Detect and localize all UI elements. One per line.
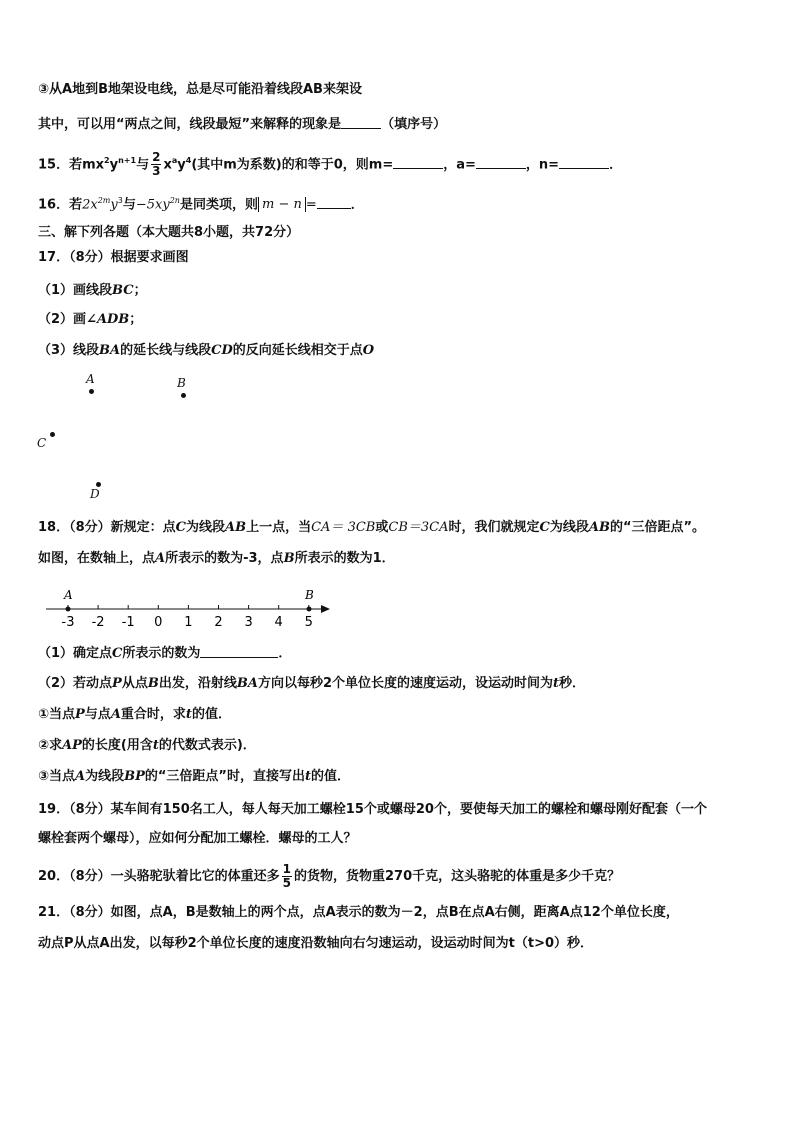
q18-l1-a: 18．（8分）新规定：点 [38,520,176,535]
q18-s1-a: （1）确定点 [38,646,113,661]
q17-s1-end: ； [133,283,147,298]
q14-item-3: ③从A地到B地架设电线，总是尽可能沿着线段AB来架设 [38,82,362,97]
q18-s1-c: C [112,646,123,661]
q15-term2: x [163,157,172,173]
q18-c2-b: 的长度(用含 [81,738,153,753]
q18-s2-d: 方向以每秒2个单位长度的速度运动，设运动时间为 [257,676,553,691]
q15-with: 与 [136,157,150,173]
q15-term1-y: y [109,157,119,173]
q17-step-2 [38,311,142,329]
q17-step-1 [38,282,147,300]
point-a-dot [89,389,94,394]
point-c-label: C [37,436,47,450]
q18-l1-ab: AB [225,520,247,535]
q20-fraction [282,863,292,890]
number-line-tick-label: -3 [61,615,75,630]
q18-c1-c: 重合时，求 [120,707,186,722]
q18-c3-t: t [304,769,311,784]
q18-c1-p: P [75,707,85,722]
q15-term1: mx [82,157,105,173]
q18-l1-e: 为线段 [549,520,589,535]
q18-s1-b: 所表示的数为 [122,646,201,661]
q18-c1-t: t [185,707,192,722]
q18-step-1 [38,644,291,663]
q16-monomial-1: 2x [82,197,98,213]
q16-m1-exp2: 3 [117,196,123,205]
question-20 [38,863,620,890]
q18-c2-a: ②求 [38,738,63,753]
axis-point-b-dot [307,607,312,612]
q15-number: 15． [38,157,70,173]
q15-term2-y: y [177,157,186,173]
q15-frac-num: 2 [152,150,161,165]
q18-line-1 [38,519,705,537]
q18-c2-ap: AP [62,738,82,753]
q18-s2-p: P [112,676,122,691]
q15-blank-m[interactable] [393,155,443,169]
q18-l2-pt-a: A [155,551,166,566]
q18-c3-a: ③当点 [38,769,76,784]
q14-answer-suffix: （填序号） [381,117,447,132]
q15-term1-exp: 2 [104,156,110,165]
q20-frac-num: 1 [282,862,291,876]
q18-c2-t: t [152,738,159,753]
q20-frac-den: 5 [282,876,291,890]
q18-s2-a: （2）若动点 [38,676,113,691]
number-line-tick-label: 5 [304,615,313,630]
q16-m1-y: y [110,197,118,213]
q18-line-2 [38,550,395,568]
q19-line-1: 19．（8分）某车间有150名工人，每人每天加工螺栓15个或螺母20个，要使每天加工的螺栓和螺母刚好配套（一个 [38,802,707,817]
q15-a-label: ，a= [443,157,476,173]
number-line-tick-label: -2 [91,615,105,630]
q18-l1-c3: C [539,520,550,535]
q15-term1-exp2: n+1 [118,156,137,165]
q18-or: 或 [375,520,389,535]
q16-with: 与 [122,197,136,213]
q14-answer-prompt: 其中，可以用“两点之间，线段最短”来解释的现象是 [38,117,342,132]
axis-point-a-dot [66,607,71,612]
q18-l1-b: 为线段 [186,520,226,535]
number-line-tick-label: 0 [154,615,163,630]
q17-s2-text: （2）画 [38,312,87,327]
q14-answer-line [38,115,446,134]
q18-l2-pt-b: B [283,551,295,566]
point-b-dot [181,393,186,398]
number-line [38,584,338,632]
q17-s3-text-b: 的延长线与线段 [120,343,212,358]
axis-point-b-label: B [305,588,314,602]
q18-case-2 [38,737,256,755]
q16-monomial-2: −5xy [135,197,170,213]
question-16 [38,190,364,216]
q18-s1-end: ． [278,646,292,661]
number-line-tick-label: -1 [121,615,135,630]
q16-abs-value: m − n [258,197,306,212]
q17-s1-text: （1）画线段 [38,283,113,298]
point-b-label: B [177,376,186,390]
q17-heading: 17．（8分）根据要求画图 [38,250,189,265]
q18-l1-c2: 上一点，当 [246,520,312,535]
number-line-tick-label: 4 [274,615,283,630]
q16-like-terms-text: 是同类项，则 [179,197,258,213]
section-3-heading: 三、解下列各题（本大题共8小题，共72分） [38,225,300,240]
q17-s2-end: ； [129,312,143,327]
q18-c3-pt-a: A [75,769,86,784]
q19-line-2: 螺栓套两个螺母），应如何分配加工螺栓．螺母的工人？ [38,831,357,846]
question-15 [38,148,622,178]
q18-c3-b: 为线段 [85,769,125,784]
q18-l1-c: C [175,520,186,535]
q18-c3-bp: BP [124,769,145,784]
q18-s1-blank[interactable] [200,644,278,658]
q15-n-label: ，n= [525,157,560,173]
q17-s2-angle: ∠ADB [86,312,130,327]
q18-l2-b: 所表示的数为-3，点 [165,551,284,566]
q18-s2-pt-b: B [147,676,159,691]
q15-end: ． [609,157,623,173]
q16-m2-exp: 2n [169,196,180,205]
q20-text-a: 20．（8分）一头骆驼驮着比它的体重还多 [38,869,280,884]
q15-blank-n[interactable] [559,155,609,169]
number-line-tick-label: 2 [214,615,223,630]
q18-s2-e: 秒． [559,676,586,691]
q17-s3-cd: CD [211,343,233,358]
q18-s2-c: 出发，沿射线 [158,676,237,691]
number-line-tick-label: 1 [184,615,193,630]
q17-step-3 [38,342,374,360]
q21-line-2: 动点P从点A出发，以每秒2个单位长度的速度沿数轴向右匀速运动，设运动时间为t（t>0）秒． [38,936,594,951]
q18-c3-c: 的“三倍距点”时，直接写出 [144,769,305,784]
q18-condition-2: CB＝3CA [388,520,449,535]
q15-text: 若 [69,157,83,173]
q15-blank-a[interactable] [476,155,526,169]
q17-s3-o: O [362,343,375,358]
q16-text: 若 [69,197,83,213]
q18-l1-ab2: AB [588,520,610,535]
q16-blank[interactable] [317,195,351,209]
q18-step-2 [38,675,585,693]
q18-condition-1: CA＝ 3CB [311,520,376,535]
q17-s1-segment: BC [112,283,134,298]
q18-c1-pt-a: A [110,707,121,722]
number-line-arrow [321,605,330,613]
q18-c3-d: 的值． [311,769,351,784]
q15-fraction [151,151,161,178]
q18-s2-ba: BA [236,676,258,691]
q15-term2-exp2: 4 [185,156,192,165]
q18-case-3 [38,768,350,786]
q18-s2-t: t [552,676,559,691]
q20-text-b: 的货物，货物重270千克，这头骆驼的体重是多少千克？ [294,869,621,884]
q18-c1-a: ①当点 [38,707,76,722]
q16-equals: = [305,197,317,213]
q17-s3-text-a: （3）线段 [38,343,100,358]
point-a-label: A [86,372,95,386]
q18-l1-f: 的“三倍距点”。 [609,520,706,535]
axis-point-a-label: A [64,588,73,602]
q17-s3-ba: BA [99,343,121,358]
q16-number: 16． [38,197,70,213]
q18-l2-a: 如图，在数轴上，点 [38,551,156,566]
q18-case-1 [38,706,231,724]
q18-c2-c: 的代数式表示)． [158,738,256,753]
q18-s2-b: 从点 [121,676,148,691]
q18-l2-c: 所表示的数为1． [294,551,395,566]
q14-answer-blank[interactable] [341,115,381,129]
q15-rest: (其中m为系数)的和等于0，则m= [191,157,394,173]
point-d-label: D [90,487,100,501]
q18-c1-b: 与点 [84,707,111,722]
number-line-tick-label: 3 [244,615,253,630]
point-c-dot [50,432,55,437]
q18-c1-d: 的值． [191,707,231,722]
q15-frac-den: 3 [152,164,161,179]
q16-end: ． [350,197,364,213]
q17-s3-text-c: 的反向延长线相交于点 [232,343,363,358]
q21-line-1: 21．（8分）如图，点A，B是数轴上的两个点，点A表示的数为－2，点B在点A右侧，距离A点12个单位长度， [38,905,679,920]
q15-term2-exp: a [171,156,178,165]
q18-l1-d: 时，我们就规定 [448,520,540,535]
q16-m1-exp: 2m [97,196,111,205]
